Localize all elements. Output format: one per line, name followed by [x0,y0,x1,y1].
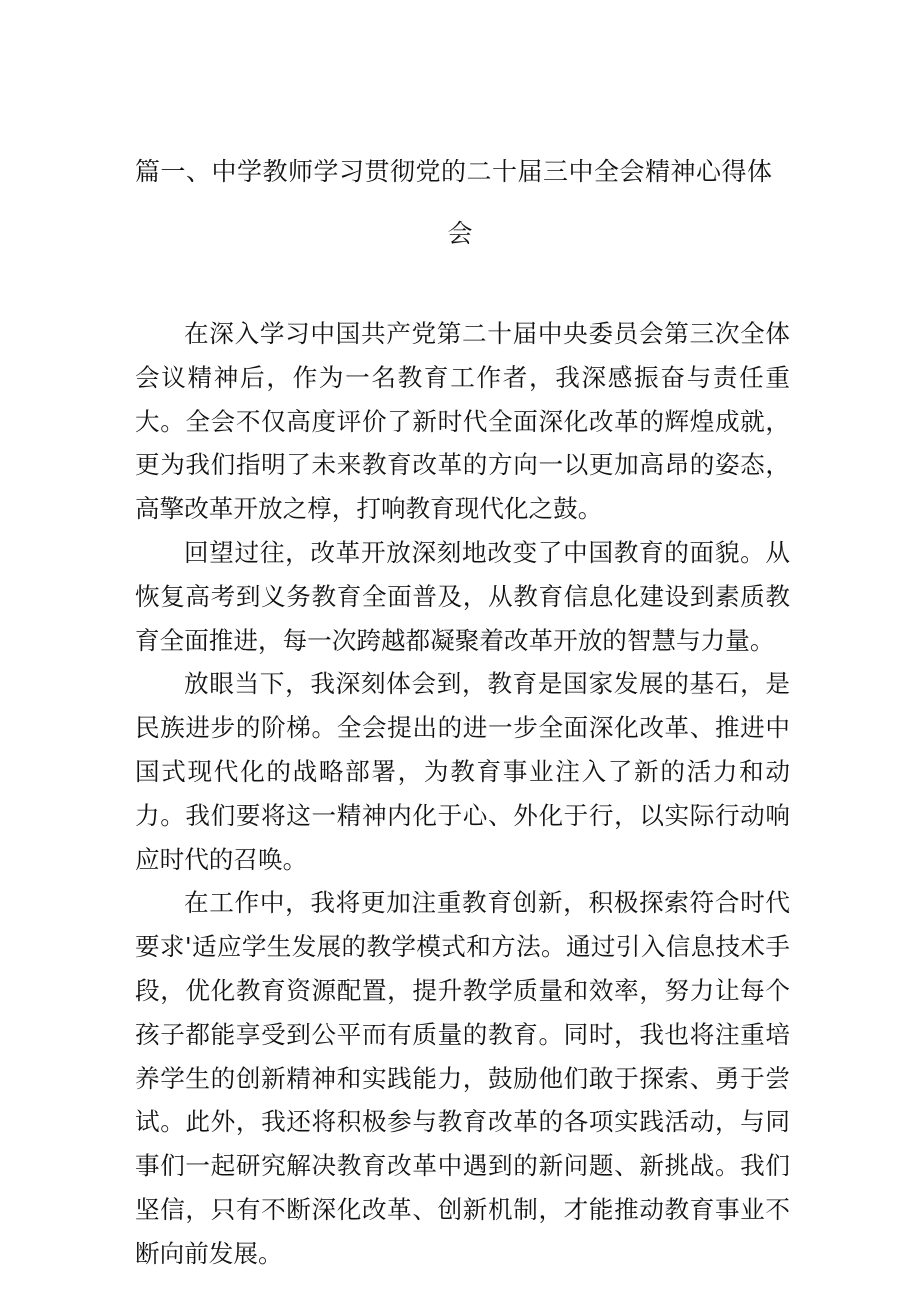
paragraph-3: 放眼当下，我深刻体会到，教育是国家发展的基石，是民族进步的阶梯。全会提出的进一步全面深化改革、推进中国式现代化的战略部署，为教育事业注入了新的活力和动力。我们要将这一精神内化于心、外化于行，以实际行动响应时代的召唤。 [135,669,790,874]
paragraph-2: 回望过往，改革开放深刻地改变了中国教育的面貌。从恢复高考到义务教育全面普及，从教育信息化建设到素质教育全面推进，每一次跨越都凝聚着改革开放的智慧与力量。 [135,537,790,655]
paragraph-1: 在深入学习中国共产党第二十届中央委员会第三次全体会议精神后，作为一名教育工作者，我深感振奋与责任重大。全会不仅高度评价了新时代全面深化改革的辉煌成就，更为我们指明了未来教育改革的方向一以更加高昂的姿态，高擎改革开放之椁，打响教育现代化之鼓。 [135,319,790,524]
document-title-line-2: 会 [447,219,473,248]
document-title-line-1: 篇一、中学教师学习贯彻党的二十届三中全会精神心得体 [135,157,773,186]
paragraph-4: 在工作中，我将更加注重教育创新，积极探索符合时代要求'适应学生发展的教学模式和方法。通过引入信息技术手段，优化教育资源配置，提升教学质量和效率，努力让每个孩子都能享受到公平而有质量的教育。同时，我也将注重培养学生的创新精神和实践能力，鼓励他们敢于探索、勇于尝试。此外，我还将积极参与教育改革的各项实践活动，与同事们一起研究解决教育改革中遇到的新问题、新挑战。我们坚信，只有不断深化改革、创新机制，才能推动教育事业不断向前发展。 [135,888,790,1268]
document-body [135,312,790,1276]
